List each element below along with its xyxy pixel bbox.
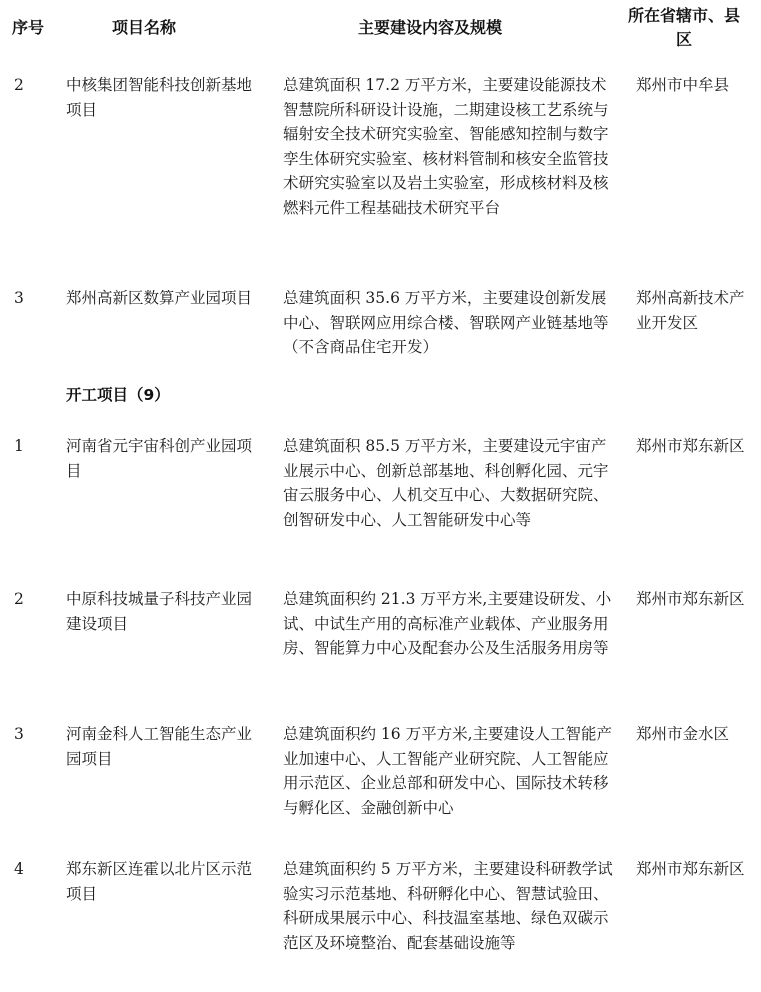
row-seq: 4: [14, 860, 24, 878]
row-name: 河南金科人工智能生态产业园项目: [66, 725, 253, 768]
row-location: 郑州市郑东新区: [636, 860, 745, 878]
row-name: 中原科技城量子科技产业园建设项目: [66, 590, 253, 633]
row-location: 郑州市金水区: [636, 725, 730, 743]
row-seq: 2: [14, 590, 24, 608]
row-location: 郑州高新技术产业开发区: [636, 289, 745, 332]
row-location: 郑州市郑东新区: [636, 437, 745, 455]
row-name: 中核集团智能科技创新基地项目: [66, 76, 253, 119]
row-name: 河南省元宇宙科创产业园项目: [66, 437, 253, 480]
row-location: 郑州市中牟县: [636, 76, 730, 94]
header-content: 主要建设内容及规模: [358, 18, 503, 37]
row-content: 总建筑面积 85.5 万平方米，主要建设元宇宙产业展示中心、创新总部基地、科创孵化园、元宇宙云服务中心、人机交互中心、大数据研究院、创智研发中心、人工智能研发中心等: [283, 437, 609, 529]
header-location: 所在省辖市、县区: [627, 6, 740, 49]
row-seq: 3: [14, 725, 24, 743]
row-name: 郑东新区连霍以北片区示范项目: [66, 860, 253, 903]
row-seq: 2: [14, 76, 24, 94]
section-heading: 开工项目（9）: [66, 386, 170, 404]
row-name: 郑州高新区数算产业园项目: [66, 289, 253, 307]
row-seq: 1: [14, 437, 24, 455]
row-content: 总建筑面积约 21.3 万平方米,主要建设研发、小试、中试生产用的高标准产业载体、产业服务用房、智能算力中心及配套办公及生活服务用房等: [283, 590, 612, 657]
row-content: 总建筑面积约 16 万平方米,主要建设人工智能产业加速中心、人工智能产业研究院、人工智能应用示范区、企业总部和研发中心、国际技术转移与孵化区、金融创新中心: [283, 725, 613, 817]
row-seq: 3: [14, 289, 24, 307]
header-seq: 序号: [12, 18, 45, 37]
row-content: 总建筑面积 17.2 万平方米，主要建设能源技术智慧院所科研设计设施，二期建设核工艺系统与辐射安全技术研究实验室、智能感知控制与数字孪生体研究实验室、核材料管制和核安全监管技术研究实验室以及岩土实验室，形成核材料及核燃料元件工程基础技术研究平台: [283, 76, 609, 217]
row-content: 总建筑面积约 5 万平方米，主要建设科研教学试验实习示范基地、科研孵化中心、智慧试验田、科研成果展示中心、科技温室基地、绿色双碳示范区及环境整治、配套基础设施等: [283, 860, 613, 952]
row-content: 总建筑面积 35.6 万平方米，主要建设创新发展中心、智联网应用综合楼、智联网产业链基地等（不含商品住宅开发）: [283, 289, 609, 356]
header-name: 项目名称: [112, 18, 177, 37]
row-location: 郑州市郑东新区: [636, 590, 745, 608]
